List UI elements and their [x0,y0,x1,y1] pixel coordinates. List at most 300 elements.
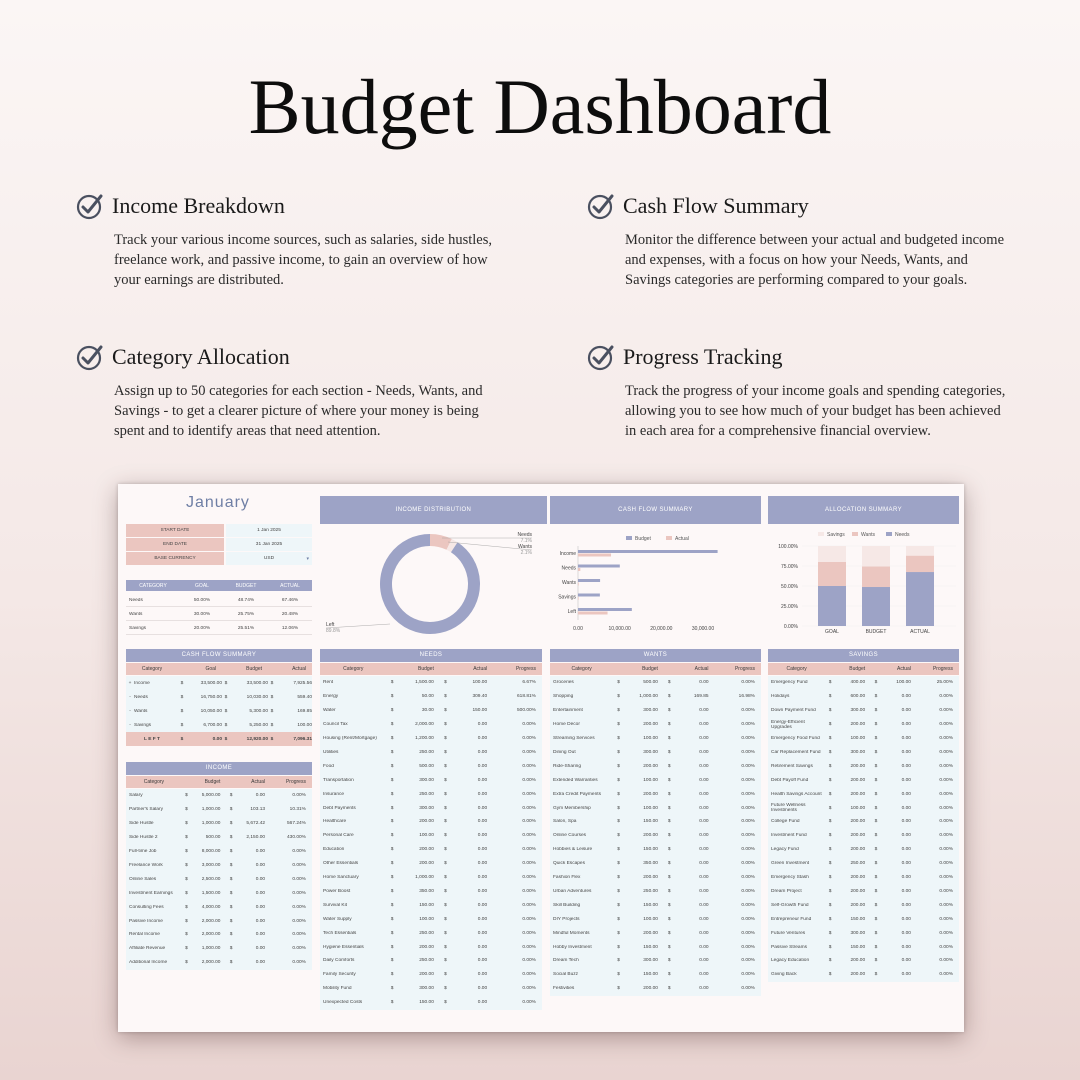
table-cell[interactable]: $ [390,805,394,811]
table-cell[interactable]: 169.85 [693,694,709,700]
table-cell[interactable]: 0.00% [292,862,306,868]
table-cell[interactable]: $ [390,736,394,742]
table-cell[interactable]: $ [828,847,832,853]
table-cell[interactable]: 200.00 [419,819,434,825]
table-cell[interactable]: $ [185,835,188,841]
table-cell[interactable]: 0.00% [522,736,536,742]
table-cell[interactable]: 100.00 [850,736,866,742]
table-cell[interactable]: 1,000.00 [201,821,221,827]
table-cell[interactable]: 0.00% [939,749,953,755]
table-cell[interactable]: 0.00% [522,777,536,783]
table-cell[interactable]: $ [667,847,671,853]
table-cell[interactable]: 0.00 [255,793,266,799]
table-cell[interactable]: 0.00% [939,722,953,728]
table-cell[interactable]: 200.00 [850,777,866,783]
table-cell[interactable]: 0.00% [522,875,536,881]
table-cell[interactable]: $ [390,847,394,853]
table-cell[interactable]: $ [828,694,832,700]
table-cell[interactable]: 0.00 [699,916,709,922]
table-cell[interactable]: 0.00% [522,986,536,992]
table-cell[interactable]: 100.00 [896,680,911,686]
table-cell[interactable]: $ [617,916,620,922]
table-cell[interactable]: $ [444,833,447,839]
table-cell[interactable]: $ [617,708,620,714]
table-cell[interactable]: 4,000.00 [201,904,221,910]
table-cell[interactable]: 250.00 [419,930,434,936]
table-cell[interactable]: 0.00 [699,986,709,992]
table-cell[interactable]: 0.00 [255,960,266,966]
table-cell[interactable]: 0.00 [255,849,266,855]
table-cell[interactable]: 0.00% [522,763,536,769]
table-cell[interactable]: 0.00% [741,791,755,797]
table-cell[interactable]: $ [874,694,878,700]
table-cell[interactable]: 0.00% [741,958,755,964]
table-cell[interactable]: 0.00 [699,722,709,728]
table-cell[interactable]: $ [667,680,671,686]
table-cell[interactable]: 0.00 [477,861,488,867]
table-cell[interactable]: $ [874,958,878,964]
table-cell[interactable]: 0.00% [292,932,306,938]
table-cell[interactable]: $ [617,819,620,825]
table-cell[interactable]: $ [229,960,233,966]
table-cell[interactable]: 0.00 [255,904,266,910]
table-cell[interactable]: 100.00 [643,736,658,742]
table-cell[interactable]: $ [828,930,832,936]
table-cell[interactable]: $ [828,958,832,964]
table-cell[interactable]: $ [828,819,832,825]
table-cell[interactable]: $ [390,763,394,769]
table-cell[interactable]: 0.00 [477,902,488,908]
table-cell[interactable]: 0.00% [939,916,953,922]
table-cell[interactable]: 250.00 [419,791,434,797]
table-cell[interactable]: 0.00 [699,875,709,881]
table-cell[interactable]: $ [229,821,233,827]
table-cell[interactable]: $ [229,918,233,924]
table-cell[interactable]: $ [667,749,671,755]
table-cell[interactable]: $ [229,890,233,896]
table-cell[interactable]: 100.00 [643,916,658,922]
table-cell[interactable]: 0.00% [522,805,536,811]
table-cell[interactable]: $ [667,833,671,839]
table-cell[interactable]: $ [390,708,394,714]
table-cell[interactable]: 0.00% [741,888,755,894]
table-cell[interactable]: 0.00% [939,777,953,783]
table-cell[interactable]: 200.00 [850,722,866,728]
table-cell[interactable]: 0.00 [477,847,488,853]
table-cell[interactable]: 0.00 [901,777,911,783]
table-cell[interactable]: $ [874,972,878,978]
table-cell[interactable]: $ [444,791,447,797]
table-cell[interactable]: 1,000.00 [639,694,658,700]
table-cell[interactable]: $ [390,916,394,922]
table-cell[interactable]: 0.00% [522,861,536,867]
table-cell[interactable]: $ [185,807,188,813]
table-cell[interactable]: $ [617,833,620,839]
table-cell[interactable]: $ [390,1000,394,1006]
table-cell[interactable]: $ [874,680,878,686]
table-cell[interactable]: $ [617,680,620,686]
table-cell[interactable]: $ [444,916,447,922]
table-cell[interactable]: 0.00% [939,694,953,700]
table-cell[interactable]: 0.00 [699,749,709,755]
table-cell[interactable]: 0.00 [901,722,911,728]
table-cell[interactable]: $ [444,694,447,700]
table-cell[interactable]: $ [874,777,878,783]
table-cell[interactable]: $ [667,916,671,922]
table-cell[interactable]: 2,000.00 [201,932,221,938]
table-cell[interactable]: $ [828,680,832,686]
table-cell[interactable]: 0.00% [741,819,755,825]
table-cell[interactable]: 300.00 [643,749,658,755]
table-cell[interactable]: $ [874,902,878,908]
table-cell[interactable]: 5,672.42 [246,821,266,827]
table-cell[interactable]: $ [874,819,878,825]
table-cell[interactable]: $ [667,930,671,936]
table-cell[interactable]: $ [444,805,447,811]
table-cell[interactable]: 0.00% [939,763,953,769]
table-cell[interactable]: 0.00% [939,791,953,797]
table-cell[interactable]: $ [874,888,878,894]
table-cell[interactable]: 200.00 [643,763,658,769]
table-cell[interactable]: 0.00% [939,875,953,881]
table-cell[interactable]: $ [828,833,832,839]
setting-value[interactable] [226,552,312,565]
table-cell[interactable]: $ [185,960,188,966]
table-cell[interactable]: $ [185,821,188,827]
table-cell[interactable]: $ [828,722,832,728]
table-cell[interactable]: 0.00% [522,819,536,825]
table-cell[interactable]: 0.00 [477,777,488,783]
table-cell[interactable]: 0.00 [699,777,709,783]
table-cell[interactable]: 0.00 [699,958,709,964]
table-cell[interactable]: $ [828,805,832,811]
table-cell[interactable]: 0.00 [477,972,488,978]
table-cell[interactable]: 150.00 [643,847,658,853]
table-cell[interactable]: 0.00 [901,763,911,769]
table-cell[interactable]: 0.00 [901,944,911,950]
table-cell[interactable]: 0.00 [901,805,911,811]
table-cell[interactable]: 300.00 [419,805,434,811]
table-cell[interactable]: $ [185,946,188,952]
table-cell[interactable]: $ [390,791,394,797]
table-cell[interactable]: $ [617,958,620,964]
table-cell[interactable]: $ [390,861,394,867]
table-cell[interactable]: $ [390,902,394,908]
table-cell[interactable]: $ [617,805,620,811]
table-cell[interactable]: 0.00 [477,958,488,964]
table-cell[interactable]: 200.00 [850,888,866,894]
table-cell[interactable]: 150.00 [643,972,658,978]
table-cell[interactable]: 0.00 [699,847,709,853]
table-cell[interactable]: 200.00 [419,972,434,978]
table-cell[interactable]: $ [390,944,394,950]
table-cell[interactable]: 0.00% [939,958,953,964]
table-cell[interactable]: 0.00 [901,875,911,881]
table-cell[interactable]: 300.00 [850,749,866,755]
table-cell[interactable]: $ [667,736,671,742]
table-cell[interactable]: 500.00 [419,763,434,769]
table-cell[interactable]: $ [617,902,620,908]
table-cell[interactable]: $ [229,946,233,952]
table-cell[interactable]: 1,500.00 [201,890,221,896]
table-cell[interactable]: 0.00 [255,918,266,924]
table-cell[interactable]: $ [444,708,447,714]
table-cell[interactable]: $ [444,930,447,936]
table-cell[interactable]: $ [229,904,233,910]
table-cell[interactable]: $ [667,972,671,978]
table-cell[interactable]: 0.00 [901,916,911,922]
table-cell[interactable]: $ [390,986,394,992]
table-cell[interactable]: 0.00 [477,888,488,894]
table-cell[interactable]: 200.00 [850,958,866,964]
table-cell[interactable]: 0.00% [292,946,306,952]
table-cell[interactable]: 0.00 [901,749,911,755]
table-cell[interactable]: 200.00 [850,791,866,797]
table-cell[interactable]: $ [667,791,671,797]
table-cell[interactable]: $ [667,902,671,908]
table-cell[interactable]: $ [667,958,671,964]
table-cell[interactable]: 0.00% [292,793,306,799]
table-cell[interactable]: 0.00% [741,736,755,742]
table-cell[interactable]: 0.00% [292,918,306,924]
table-cell[interactable]: 0.00 [901,861,911,867]
table-cell[interactable]: $ [390,833,394,839]
table-cell[interactable]: $ [617,944,620,950]
table-cell[interactable]: 200.00 [850,902,866,908]
table-cell[interactable]: 618.81% [517,694,536,700]
table-cell[interactable]: 0.00% [939,805,953,811]
table-cell[interactable]: $ [874,805,878,811]
table-cell[interactable]: $ [617,847,620,853]
table-cell[interactable]: 2,000.00 [201,960,221,966]
table-cell[interactable]: 0.00 [477,1000,488,1006]
table-cell[interactable]: $ [390,888,394,894]
table-cell[interactable]: 0.00% [741,749,755,755]
table-cell[interactable]: 50.00 [421,694,434,700]
table-cell[interactable]: 300.00 [419,777,434,783]
table-cell[interactable]: 100.00 [643,777,658,783]
table-cell[interactable]: $ [874,722,878,728]
table-cell[interactable]: 0.00 [255,932,266,938]
table-cell[interactable]: $ [390,749,394,755]
table-cell[interactable]: 0.00 [699,763,709,769]
table-cell[interactable]: $ [444,680,447,686]
table-cell[interactable]: $ [828,888,832,894]
table-cell[interactable]: $ [444,902,447,908]
table-cell[interactable]: 8,000.00 [201,849,221,855]
table-cell[interactable]: $ [667,708,671,714]
table-cell[interactable]: 2,000.00 [415,722,434,728]
table-cell[interactable]: 250.00 [419,749,434,755]
table-cell[interactable]: $ [667,777,671,783]
table-cell[interactable]: $ [828,736,832,742]
table-cell[interactable]: $ [229,793,233,799]
table-cell[interactable]: 1,000.00 [201,946,221,952]
table-cell[interactable]: 0.00% [939,819,953,825]
table-cell[interactable]: 0.00% [522,944,536,950]
table-cell[interactable]: $ [874,944,878,950]
table-cell[interactable]: 0.00 [699,944,709,950]
table-cell[interactable]: 0.00 [901,833,911,839]
table-cell[interactable]: 0.00 [901,888,911,894]
table-cell[interactable]: 1,500.00 [415,680,434,686]
table-cell[interactable]: 0.00 [255,890,266,896]
table-cell[interactable]: 0.00% [292,960,306,966]
table-cell[interactable]: 200.00 [643,791,658,797]
table-cell[interactable]: 0.00 [699,708,709,714]
table-cell[interactable]: $ [390,972,394,978]
table-cell[interactable]: 0.00% [939,833,953,839]
table-cell[interactable]: $ [874,791,878,797]
table-cell[interactable]: 0.00% [741,944,755,950]
table-cell[interactable]: $ [617,986,620,992]
table-cell[interactable]: 0.00% [741,861,755,867]
table-cell[interactable]: 150.00 [850,944,866,950]
table-cell[interactable]: 0.00 [477,875,488,881]
table-cell[interactable]: 500.00 [205,835,221,841]
table-cell[interactable]: 0.00 [699,888,709,894]
table-cell[interactable]: 0.00% [292,904,306,910]
table-cell[interactable]: 200.00 [850,875,866,881]
table-cell[interactable]: 300.00 [850,930,866,936]
table-cell[interactable]: 0.00% [522,833,536,839]
table-cell[interactable]: 2,150.00 [246,835,266,841]
table-cell[interactable]: $ [617,777,620,783]
table-cell[interactable]: 0.00% [939,930,953,936]
table-cell[interactable]: 567.24% [287,821,306,827]
table-cell[interactable]: 0.00% [522,888,536,894]
table-cell[interactable]: 1,000.00 [201,807,221,813]
table-cell[interactable]: $ [390,819,394,825]
table-cell[interactable]: 30.00 [421,708,434,714]
table-cell[interactable]: $ [390,777,394,783]
table-cell[interactable]: $ [229,862,233,868]
table-cell[interactable]: 150.00 [850,916,866,922]
table-cell[interactable]: $ [390,694,394,700]
table-cell[interactable]: 0.00 [477,722,488,728]
table-cell[interactable]: 0.00 [699,805,709,811]
table-cell[interactable]: $ [874,930,878,936]
table-cell[interactable]: 300.00 [643,708,658,714]
table-cell[interactable]: $ [828,708,832,714]
table-cell[interactable]: 0.00 [901,694,911,700]
table-cell[interactable]: 0.00% [741,777,755,783]
table-cell[interactable]: 100.00 [472,680,488,686]
table-cell[interactable]: 0.00 [477,916,488,922]
table-cell[interactable]: 500.00 [643,680,658,686]
table-cell[interactable]: 350.00 [643,861,658,867]
table-cell[interactable]: $ [667,888,671,894]
table-cell[interactable]: 0.00 [901,902,911,908]
table-cell[interactable]: $ [444,944,447,950]
table-cell[interactable]: 0.00 [901,736,911,742]
table-cell[interactable]: $ [828,972,832,978]
table-cell[interactable]: 0.00% [292,890,306,896]
table-cell[interactable]: $ [617,791,620,797]
table-cell[interactable]: 0.00% [522,972,536,978]
table-cell[interactable]: 200.00 [643,986,658,992]
table-cell[interactable]: 200.00 [850,763,866,769]
table-cell[interactable]: 0.00% [939,944,953,950]
table-cell[interactable]: $ [444,972,447,978]
table-cell[interactable]: 200.00 [643,875,658,881]
table-cell[interactable]: 0.00% [741,763,755,769]
table-cell[interactable]: $ [667,861,671,867]
table-cell[interactable]: 10.31% [289,807,306,813]
table-cell[interactable]: $ [185,793,188,799]
table-cell[interactable]: 200.00 [850,819,866,825]
table-cell[interactable]: $ [828,749,832,755]
table-cell[interactable]: 0.00% [939,861,953,867]
table-cell[interactable]: $ [667,944,671,950]
table-cell[interactable]: 16.98% [738,694,755,700]
table-cell[interactable]: 400.00 [850,680,866,686]
table-cell[interactable]: 0.00 [255,946,266,952]
table-cell[interactable]: $ [444,875,447,881]
table-cell[interactable]: 0.00% [292,876,306,882]
table-cell[interactable]: $ [444,888,447,894]
table-cell[interactable]: $ [617,930,620,936]
table-cell[interactable]: $ [667,986,671,992]
table-cell[interactable]: $ [828,902,832,908]
table-cell[interactable]: 0.00% [741,986,755,992]
table-cell[interactable]: 0.00% [741,833,755,839]
table-cell[interactable]: $ [444,847,447,853]
table-cell[interactable]: $ [444,722,447,728]
table-cell[interactable]: $ [617,888,620,894]
table-cell[interactable]: $ [617,861,620,867]
table-cell[interactable]: $ [444,819,447,825]
table-cell[interactable]: 350.00 [419,888,434,894]
table-cell[interactable]: 0.00% [522,722,536,728]
table-cell[interactable]: $ [185,904,188,910]
table-cell[interactable]: 600.00 [850,694,866,700]
table-cell[interactable]: 0.00 [901,847,911,853]
table-cell[interactable]: 0.00 [901,791,911,797]
table-cell[interactable]: $ [828,861,832,867]
table-cell[interactable]: 0.00 [477,930,488,936]
table-cell[interactable]: 100.00 [850,805,866,811]
table-cell[interactable]: $ [229,932,233,938]
table-cell[interactable]: $ [828,875,832,881]
table-cell[interactable]: $ [874,875,878,881]
table-cell[interactable]: 2,000.00 [201,918,221,924]
table-cell[interactable]: 2,500.00 [201,876,221,882]
table-cell[interactable]: 0.00 [699,861,709,867]
table-cell[interactable]: $ [874,736,878,742]
table-cell[interactable]: 0.00 [901,930,911,936]
table-cell[interactable]: 200.00 [419,847,434,853]
table-cell[interactable]: $ [617,972,620,978]
table-cell[interactable]: $ [390,680,394,686]
table-cell[interactable]: $ [185,890,188,896]
table-cell[interactable]: 25.00% [936,680,953,686]
table-cell[interactable]: 430.00% [287,835,306,841]
table-cell[interactable]: 150.00 [643,819,658,825]
table-cell[interactable]: 103.13 [250,807,266,813]
table-cell[interactable]: 0.00 [477,736,488,742]
table-cell[interactable]: $ [667,819,671,825]
table-cell[interactable]: $ [617,749,620,755]
table-cell[interactable]: $ [229,807,233,813]
table-cell[interactable]: $ [444,1000,447,1006]
table-cell[interactable]: 200.00 [419,944,434,950]
table-cell[interactable]: 0.00 [901,819,911,825]
table-cell[interactable]: $ [874,833,878,839]
table-cell[interactable]: 0.00 [901,708,911,714]
table-cell[interactable]: 0.00% [741,722,755,728]
table-cell[interactable]: 6.67% [522,680,536,686]
